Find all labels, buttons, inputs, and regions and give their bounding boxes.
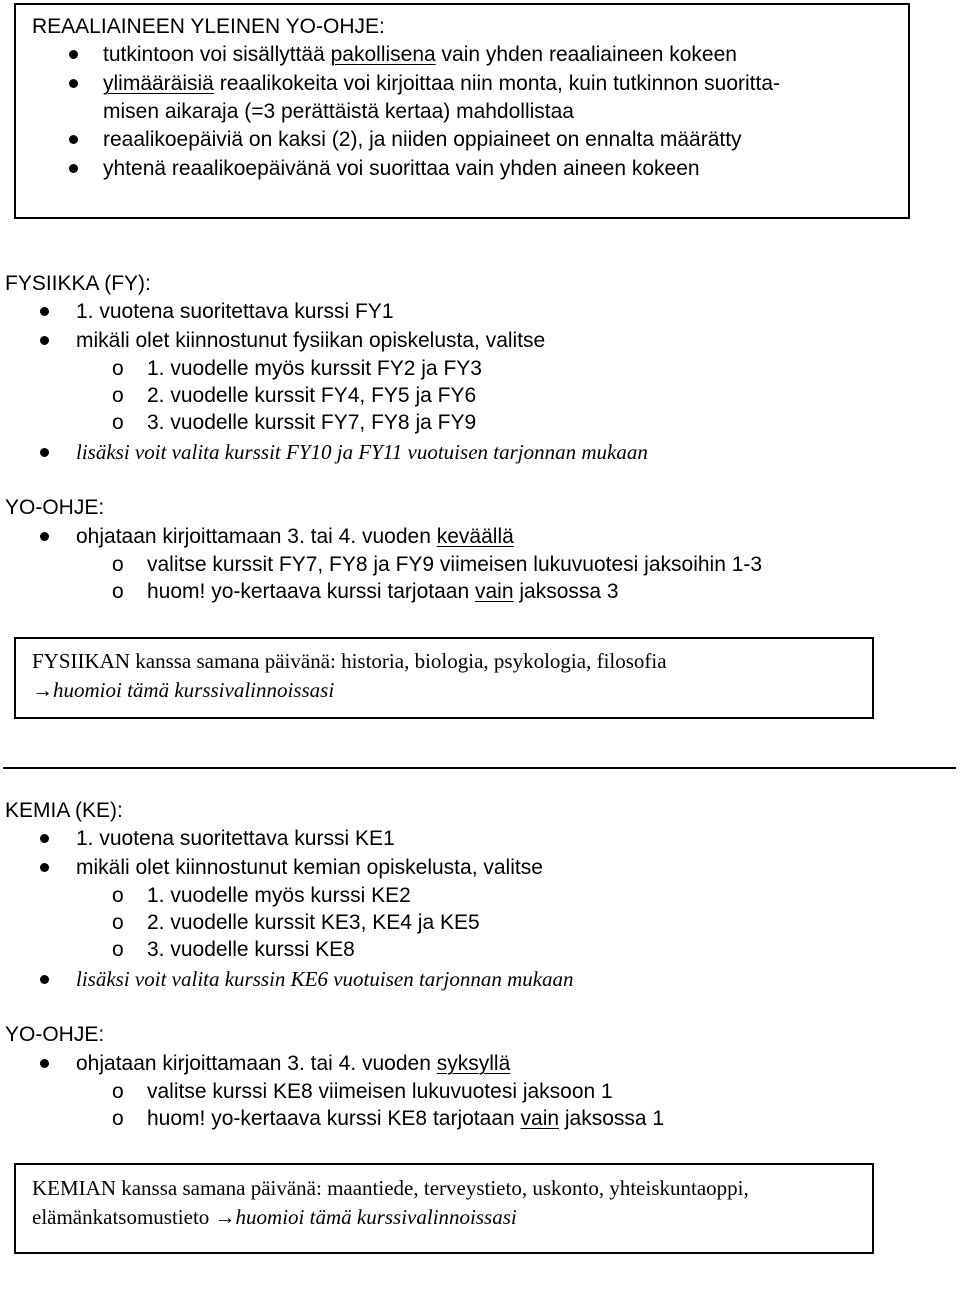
- sub-bullet-marker: o: [112, 384, 124, 407]
- sub-bullet-marker: o: [112, 411, 124, 434]
- bullet-icon: [40, 1059, 49, 1068]
- physics-yo-bullet-pre: ohjataan kirjoittamaan 3. tai 4. vuoden: [76, 525, 437, 548]
- chemistry-note-line-2: [32, 1207, 517, 1228]
- bullet-icon: [40, 448, 49, 457]
- physics-sub-1: 1. vuodelle myös kurssit FY2 ja FY3: [147, 357, 482, 380]
- sub-bullet-marker: o: [112, 1080, 124, 1103]
- bullet-icon: [40, 975, 49, 984]
- physics-yo-bullet-underlined: keväällä: [436, 525, 514, 548]
- sub-bullet-marker: o: [112, 553, 124, 576]
- physics-note-line-2: [32, 680, 334, 701]
- chemistry-yo-bullet: [76, 1053, 510, 1074]
- bullet-icon: [69, 135, 78, 144]
- general-bullet-2: [103, 73, 780, 94]
- physics-heading: FYSIIKKA (FY):: [5, 272, 151, 295]
- chemistry-note-italic: huomioi tämä kurssivalinnoissasi: [235, 1205, 517, 1229]
- sub-bullet-marker: o: [112, 938, 124, 961]
- chemistry-sub-3: 3. vuodelle kurssi KE8: [147, 938, 355, 961]
- physics-note-line-1: FYSIIKAN kanssa samana päivänä: historia, biologia, psykologia, filosofia: [32, 649, 667, 673]
- arrow-right-icon: →: [32, 678, 53, 702]
- bullet-icon: [40, 863, 49, 872]
- bullet-icon: [40, 834, 49, 843]
- sub-bullet-marker: o: [112, 357, 124, 380]
- physics-bullet-1: 1. vuotena suoritettava kurssi FY1: [76, 300, 394, 323]
- physics-yo-bullet: [76, 526, 514, 547]
- bullet-icon: [40, 532, 49, 541]
- chemistry-sub-2: 2. vuodelle kurssit KE3, KE4 ja KE5: [147, 911, 480, 934]
- bullet-icon: [69, 50, 78, 59]
- chemistry-yo-sub-2: [147, 1108, 664, 1129]
- general-bullet-1-underlined: pakollisena: [330, 43, 436, 66]
- sub-bullet-marker: o: [112, 884, 124, 907]
- physics-note-italic: huomioi tämä kurssivalinnoissasi: [53, 678, 335, 702]
- general-bullet-3: reaalikoepäiviä on kaksi (2), ja niiden oppiaineet on ennalta määrätty: [103, 128, 742, 151]
- chemistry-bullet-1: 1. vuotena suoritettava kurssi KE1: [76, 827, 395, 850]
- general-bullet-4: yhtenä reaalikoepäivänä voi suorittaa vain yhden aineen kokeen: [103, 157, 700, 180]
- chemistry-yo-sub-1: valitse kurssi KE8 viimeisen lukuvuotesi jaksoon 1: [147, 1080, 613, 1103]
- physics-sub-3: 3. vuodelle kurssit FY7, FY8 ja FY9: [147, 411, 477, 434]
- chemistry-sub-1: 1. vuodelle myös kurssi KE2: [147, 884, 411, 907]
- chemistry-yo-bullet-pre: ohjataan kirjoittamaan 3. tai 4. vuoden: [76, 1052, 437, 1075]
- bullet-icon: [69, 79, 78, 88]
- bullet-icon: [40, 307, 49, 316]
- physics-yo-sub-1: valitse kurssit FY7, FY8 ja FY9 viimeisen lukuvuotesi jaksoihin 1-3: [147, 553, 763, 576]
- general-bullet-1-pre: tutkintoon voi sisällyttää: [103, 43, 331, 66]
- chemistry-note-line-1: KEMIAN kanssa samana päivänä: maantiede, terveystieto, uskonto, yhteiskuntaoppi,: [32, 1176, 749, 1200]
- chemistry-yo-heading: YO-OHJE:: [5, 1023, 105, 1046]
- chemistry-yo-sub-2-underlined: vain: [520, 1107, 560, 1130]
- general-bullet-2-underlined: ylimääräisiä: [103, 72, 214, 95]
- general-bullet-2-continuation: misen aikaraja (=3 perättäistä kertaa) mahdollistaa: [103, 100, 574, 123]
- sub-bullet-marker: o: [112, 1107, 124, 1130]
- general-bullet-1-post: vain yhden reaaliaineen kokeen: [435, 43, 737, 66]
- bullet-icon: [69, 164, 78, 173]
- chemistry-heading: KEMIA (KE):: [5, 799, 123, 822]
- chemistry-yo-sub-2-pre: huom! yo-kertaava kurssi KE8 tarjotaan: [147, 1107, 521, 1130]
- physics-yo-sub-2: [147, 581, 619, 602]
- chemistry-bullet-3: lisäksi voit valita kurssin KE6 vuotuisen tarjonnan mukaan: [76, 967, 574, 991]
- sub-bullet-marker: o: [112, 580, 124, 603]
- arrow-right-icon: →: [214, 1205, 236, 1229]
- chemistry-note-line-2-pre: elämänkatsomustieto: [32, 1205, 215, 1229]
- physics-yo-sub-2-pre: huom! yo-kertaava kurssi tarjotaan: [147, 580, 475, 603]
- general-heading: REAALIAINEEN YLEINEN YO-OHJE:: [32, 15, 385, 38]
- sub-bullet-marker: o: [112, 911, 124, 934]
- general-bullet-2-post: reaalikokeita voi kirjoittaa niin monta, kuin tutkinnon suoritta-: [213, 72, 780, 95]
- physics-yo-heading: YO-OHJE:: [5, 496, 105, 519]
- bullet-icon: [40, 336, 49, 345]
- physics-bullet-3: lisäksi voit valita kurssit FY10 ja FY11 vuotuisen tarjonnan mukaan: [76, 440, 648, 464]
- chemistry-yo-bullet-underlined: syksyllä: [436, 1052, 511, 1075]
- physics-bullet-2: mikäli olet kiinnostunut fysiikan opiskelusta, valitse: [76, 329, 546, 352]
- chemistry-bullet-2: mikäli olet kiinnostunut kemian opiskelusta, valitse: [76, 856, 543, 879]
- physics-sub-2: 2. vuodelle kurssit FY4, FY5 ja FY6: [147, 384, 477, 407]
- section-divider: [3, 767, 956, 769]
- general-bullet-1: [103, 44, 737, 65]
- physics-yo-sub-2-post: jaksossa 3: [513, 580, 619, 603]
- chemistry-yo-sub-2-post: jaksossa 1: [559, 1107, 665, 1130]
- physics-yo-sub-2-underlined: vain: [474, 580, 514, 603]
